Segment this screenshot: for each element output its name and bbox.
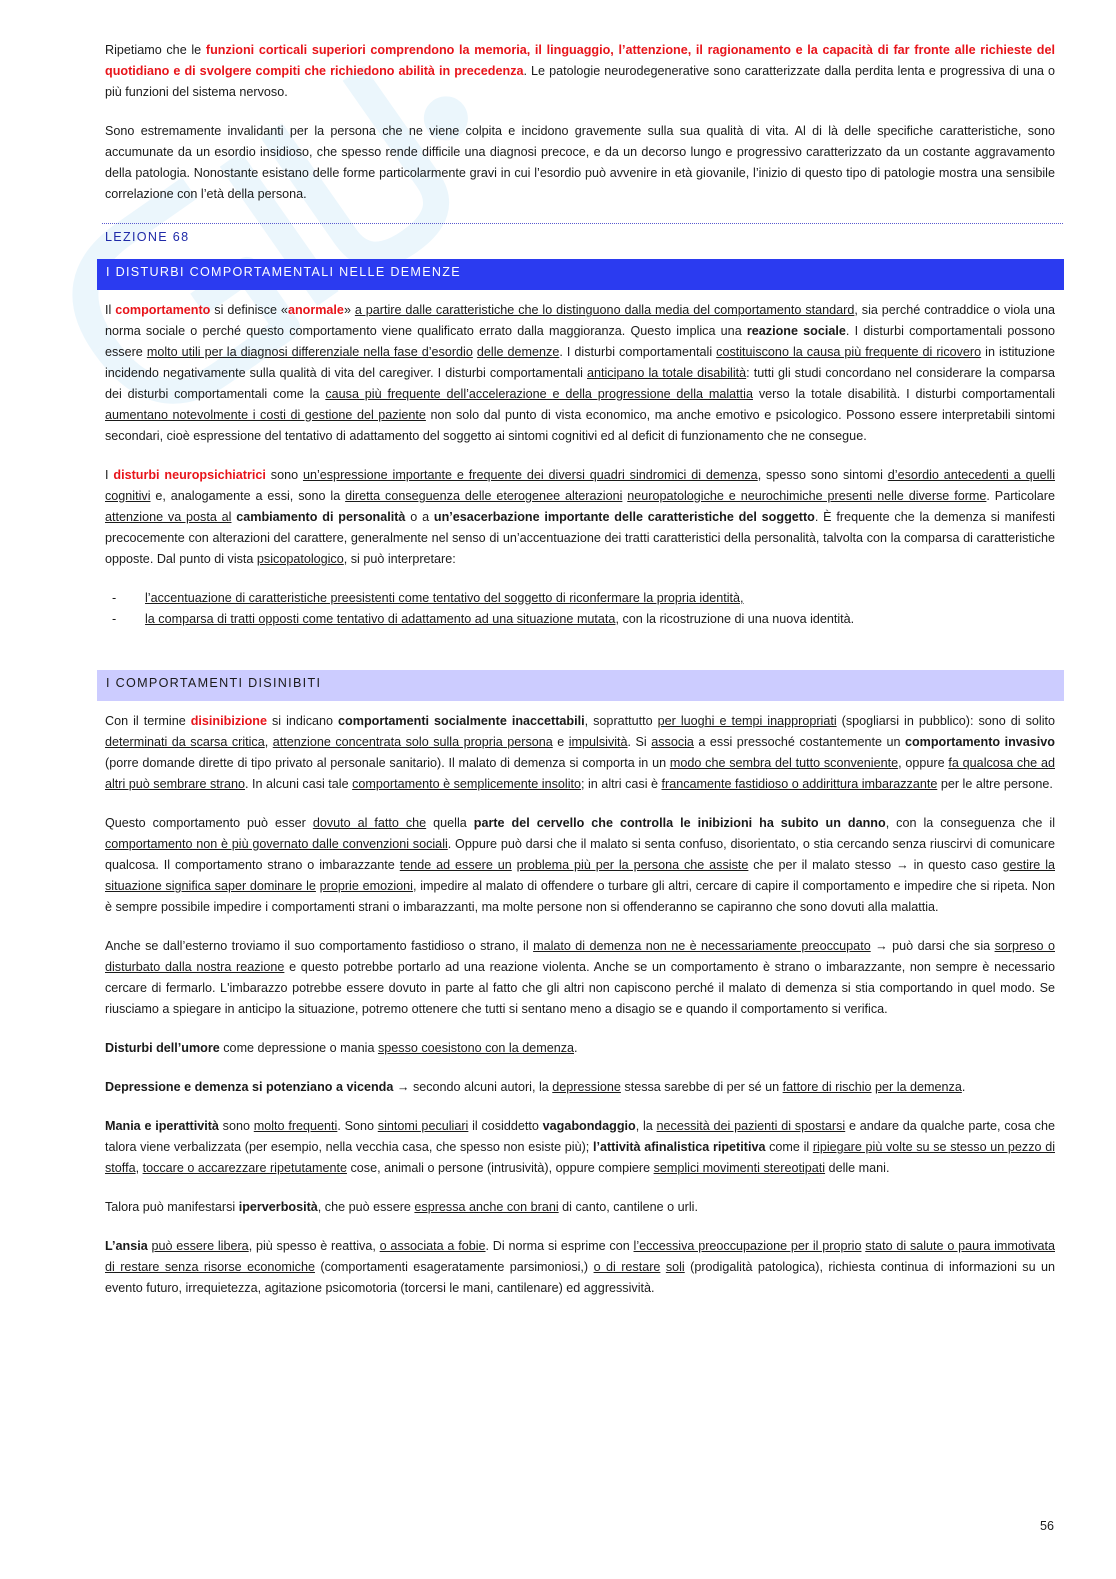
list-item: - l’accentuazione di caratteristiche preesistenti come tentativo del soggetto di riconfermare la propria identità, [112,591,744,605]
section-disinibiti-body [105,711,1055,1299]
paragraph-esterno: Anche se dall’esterno troviamo il suo comportamento fastidioso o strano, il malato di demenza non ne è necessariamente preoccupato → può darsi che sia sorpreso o disturbato dalla nostra reazione e questo potrebbe portarlo ad una reazione violenta. Anche se un comportamento è strano o imbarazzante, non sempre è necessario cercare di fermarlo. L'imbarazzo potrebbe essere dovuto in parte al fatto che gli altri non capiscono perché il malato di demenza si stia comportando in quel modo. Se riusciamo a spiegare in anticipo la situazione, potremo ottenere che tutti si sentano meno a disagio se e quando il comportamento si verifica. [105,939,1055,1016]
paragraph-umore: Disturbi dell’umore come depressione o mania spesso coesistono con la demenza. [105,1041,578,1055]
list-item: - la comparsa di tratti opposti come tentativo di adattamento ad una situazione mutata, con la ricostruzione di una nuova identità. [112,612,855,626]
section-heading-disturbi: I DISTURBI COMPORTAMENTALI NELLE DEMENZE [97,259,1064,290]
lesson-label: LEZIONE 68 [105,230,190,244]
paragraph-disinibizione: Con il termine disinibizione si indicano comportamenti socialmente inaccettabili, soprattutto per luoghi e tempi inappropriati (spogliarsi in pubblico): sono di solito determinati da scarsa critica, attenzione concentrata solo sulla propria persona e impulsività. Si associa a essi pressoché costantemente un comportamento invasivo (porre domande dirette di tipo privato al personale sanitario). Il malato di demenza si comporta in un modo che sembra del tutto sconveniente, oppure fa qualcosa che ad altri può sembrare strano. In alcuni casi tale comportamento è semplicemente insolito; in altri casi è francamente fastidioso o addirittura imbarazzante per le altre persone. [105,714,1055,791]
paragraph-comportamento-dovuto: Questo comportamento può esser dovuto al fatto che quella parte del cervello che controlla le inibizioni ha subito un danno, con la conseguenza che il comportamento non è più governato dalle convenzioni sociali. Oppure può darsi che il malato si senta confuso, disorientato, o stia cercando senza riuscirvi di comunicare qualcosa. Il comportamento strano o imbarazzante tende ad essere un problema più per la persona che assiste che per il malato stesso → in questo caso gestire la situazione significa saper dominare le proprie emozioni, impedire al malato di offendere o turbare gli altri, cercare di capire il comportamento e impedire che si ripeta. Non è sempre possibile impedire i comportamenti strani o imbarazzanti, ma molte persone non si offenderanno se capiranno che sono dovuti alla malattia. [105,816,1056,914]
paragraph-ansia: L’ansia può essere libera, più spesso è reattiva, o associata a fobie. Di norma si esprime con l’eccessiva preoccupazione per il proprio stato di salute o paura immotivata di restare senza risorse economiche (comportamenti esageratamente parsimoniosi,) o di restare soli (prodigalità patologica), richiesta continua di informazioni su un evento futuro, irrequietezza, agitazione psicomotoria (torcersi le mani, cantilenare) ed aggressività. [105,1239,1056,1295]
paragraph-disturbi-neuropsichiatrici: I disturbi neuropsichiatrici sono un’espressione importante e frequente dei diversi quadri sindromici di demenza, spesso sono sintomi d’esordio antecedenti a quelli cognitivi e, analogamente a essi, sono la diretta conseguenza delle eterogenee alterazioni neuropatologiche e neurochimiche presenti nelle diverse forme. Particolare attenzione va posta al cambiamento di personalità o a un’esacerbazione importante delle caratteristiche del soggetto. È frequente che la demenza si manifesti precocemente con alterazioni del carattere, generalmente nel senso di un’accentuazione dei tratti caratteristici della personalità, talvolta con la comparsa di caratteristiche opposte. Dal punto di vista psicopatologico, si può interpretare: [105,468,1056,566]
interpretation-list [105,588,1055,630]
paragraph-iperverbosita: Talora può manifestarsi iperverbosità, che può essere espressa anche con brani di canto, cantilene o urli. [105,1200,698,1214]
page-number: 56 [1040,1519,1055,1533]
dotted-divider [102,223,1063,224]
intro-paragraph-1: Ripetiamo che le funzioni corticali superiori comprendono la memoria, il linguaggio, l’attenzione, il ragionamento e la capacità di far fronte alle richieste del quotidiano e di svolgere compiti che richiedono abilità in precedenza. Le patologie neurodegenerative sono caratterizzate dalla perdita lenta e progressiva di una o più funzioni del sistema nervoso. [105,43,1056,99]
paragraph-depressione: Depressione e demenza si potenziano a vicenda → secondo alcuni autori, la depressione stessa sarebbe di per sé un fattore di rischio per la demenza. [105,1080,966,1094]
section-disturbi-body [105,300,1055,630]
intro-paragraph-2: Sono estremamente invalidanti per la persona che ne viene colpita e incidono gravemente sulla sua qualità di vita. Al di là delle specifiche caratteristiche, sono accumunate da un esordio insidioso, che spesso rende difficile una diagnosi precoce, e da un decorso lungo e progressivo caratterizzato da un costante aggravamento della patologia. Nonostante esistano delle forme particolarmente gravi in cui l’esordio può avvenire in età giovanile, l’inizio di questo tipo di patologie mostra una sensibile correlazione con l’età della persona. [105,124,1055,201]
paragraph-comportamento: Il comportamento si definisce «anormale» a partire dalle caratteristiche che lo distinguono dalla media del comportamento standard, sia perché contraddice o viola una norma sociale o perché questo comportamento viene qualificato errato dalla maggioranza. Questo implica una reazione sociale. I disturbi comportamentali possono essere molto utili per la diagnosi differenziale nella fase d’esordio delle demenze. I disturbi comportamentali costituiscono la causa più frequente di ricovero in istituzione incidendo negativamente sulla qualità di vita del caregiver. I disturbi comportamentali anticipano la totale disabilità: tutti gli studi concordano nel considerare la comparsa dei disturbi comportamentali come la causa più frequente dell’accelerazione e della progressione della malattia verso la totale disabilità. I disturbi comportamentali aumentano notevolmente i costi di gestione del paziente non solo dal punto di vista economico, ma anche emotivo e psicologico. Possono essere interpretabili sintomi secondari, cioè espressione del tentativo di adattamento del soggetto ai sintomi cognitivi ed al deficit di funzionamento che ne consegue. [105,303,1056,443]
section-heading-disinibiti: I COMPORTAMENTI DISINIBITI [97,670,1064,701]
paragraph-mania: Mania e iperattività sono molto frequenti. Sono sintomi peculiari il cosiddetto vagabondaggio, la necessità dei pazienti di spostarsi e andare da qualche parte, cosa che talora viene verbalizzata (per esempio, nella vecchia casa, che spesso non esiste più); l’attività afinalistica ripetitiva come il ripiegare più volte su se stesso un pezzo di stoffa, toccare o accarezzare ripetutamente cose, animali o persone (intrusività), oppure compiere semplici movimenti stereotipati delle mani. [105,1119,1055,1175]
highlight-text: funzioni corticali superiori comprendono la memoria, il linguaggio, l’attenzione, il ragionamento e la capacità di far fronte alle richieste del quotidiano e di svolgere compiti che richiedono abilità in precedenza [105,43,1056,78]
